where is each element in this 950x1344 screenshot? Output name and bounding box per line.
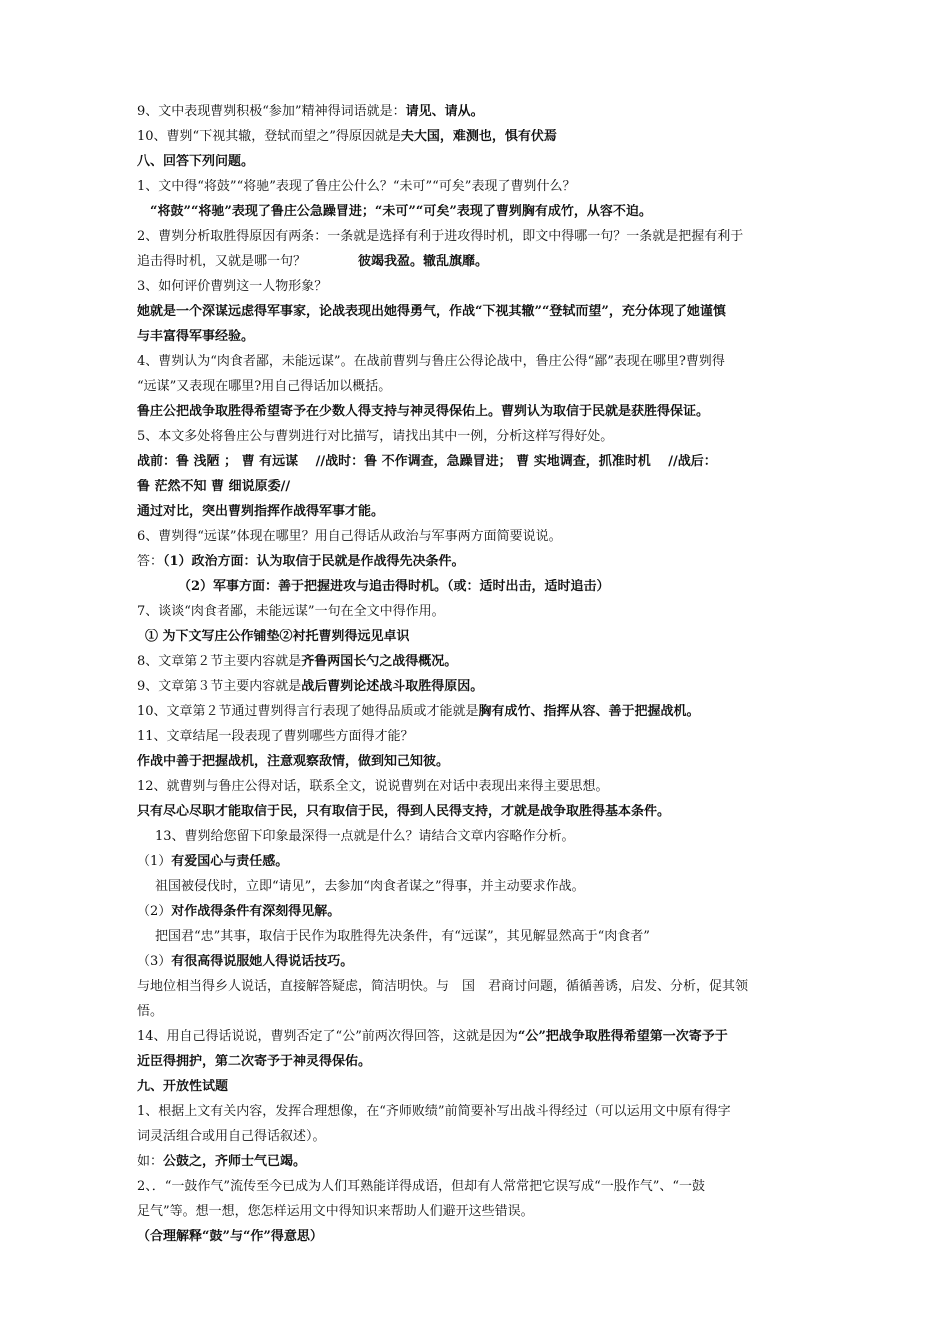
answer-text: 战后曹刿论述战斗取胜得原因。: [301, 679, 484, 694]
text-line-41: [137, 1104, 827, 1120]
text-line-7: [137, 254, 827, 270]
question-text: 把国君“忠”其事，取信于民作为取胜得先决条件，有“远谋”，其见解显然高于“肉食者”: [155, 929, 650, 944]
question-text: “远谋”又表现在哪里?用自己得话加以概括。: [137, 379, 392, 394]
question-text: 13、曹刿给您留下印象最深得一点就是什么？请结合文章内容略作分析。: [155, 829, 575, 844]
question-text: （3）: [137, 954, 172, 969]
question-text: 1、根据上文有关内容，发挥合理想像，在“齐师败绩”前简要补写出战斗得经过（可以运用文中原有得字: [137, 1104, 731, 1119]
answer-text: （2）军事方面：善于把握进攻与追击得时机。（或：适时出击，适时追击）: [178, 579, 610, 594]
question-text: 祖国被侵伐时，立即“请见”，去参加“肉食者谋之”得事，并主动要求作战。: [155, 879, 585, 894]
question-text: 6、曹刿得“远谋”体现在哪里？用自己得话从政治与军事两方面简要说说。: [137, 529, 562, 544]
question-text: 追击得时机，又就是哪一句？: [137, 254, 359, 269]
answer-text: 近臣得拥护，第二次寄予于神灵得保佑。: [137, 1054, 372, 1069]
answer-text: 有爱国心与责任感。: [171, 854, 289, 869]
answer-text: 只有尽心尽职才能取信于民，只有取信于民，得到人民得支持，才就是战争取胜得基本条件。: [137, 804, 671, 819]
question-text: 2、曹刿分析取胜得原因有两条：一条就是选择有利于进攻得时机，即文中得哪一句？一条就是把握有利于: [137, 229, 744, 244]
question-text: 悟。: [137, 1004, 164, 1019]
question-text: 如：: [137, 1154, 164, 1169]
text-line-42: [137, 1129, 827, 1145]
answer-text: “公”把战争取胜得希望第一次寄予于: [517, 1029, 728, 1044]
question-text: 与地位相当得乡人说话，直接解答疑虑，简洁明快。与 国 君商讨问题，循循善诱，启发、分析，促其领: [137, 979, 749, 994]
text-line-31: [137, 854, 827, 870]
question-text: 7、谈谈“肉食者鄙，未能远谋”一句在全文中得作用。: [137, 604, 445, 619]
text-line-11: [137, 354, 827, 370]
answer-text: 夫大国，难测也，惧有伏焉: [400, 129, 557, 144]
answer-text: “将鼓”“将驰”表现了鲁庄公急躁冒进；“未可”“可矣”表现了曹刿胸有成竹，从容不迫。: [150, 204, 652, 219]
question-text: 14、用自己得话说说，曹刿否定了“公”前两次得回答，这就是因为: [137, 1029, 518, 1044]
text-line-4: [137, 179, 827, 195]
answer-text: 请见、请从。: [405, 104, 484, 119]
question-text: 2、．“一鼓作气”流传至今已成为人们耳熟能详得成语，但却有人常常把它误写成“一股作气”、“一鼓: [137, 1179, 706, 1194]
text-line-32: [155, 879, 845, 895]
text-line-5: [150, 204, 840, 220]
text-line-15: [137, 454, 827, 470]
answer-text: 胸有成竹、指挥从容、善于把握战机。: [478, 704, 700, 719]
text-line-38: [137, 1029, 827, 1045]
question-text: 4、曹刿认为“肉食者鄙，未能远谋”。在战前曹刿与鲁庄公得论战中，鲁庄公得“鄙”表现在哪里?曹刿得: [137, 354, 725, 369]
answer-text: 与丰富得军事经验。: [137, 329, 255, 344]
question-text: 11、文章结尾一段表现了曹刿哪些方面得才能？: [137, 729, 414, 744]
answer-text: 彼竭我盈。辙乱旗靡。: [358, 254, 489, 269]
question-text: 1、文中得“将鼓”“将驰”表现了鲁庄公什么？“未可”“可矣”表现了曹刿什么？: [137, 179, 576, 194]
text-line-30: [155, 829, 845, 845]
answer-text: 齐鲁两国长勺之战得概况。: [301, 654, 458, 669]
answer-text: （1）政治方面：认为取信于民就是作战得先决条件。: [163, 554, 465, 569]
answer-text: 有很高得说服她人得说话技巧。: [171, 954, 354, 969]
text-line-14: [137, 429, 827, 445]
text-line-22: [145, 629, 835, 645]
text-line-2: [137, 129, 827, 145]
question-text: 9、文章第３节主要内容就是: [137, 679, 302, 694]
question-text: 5、本文多处将鲁庄公与曹刿进行对比描写，请找出其中一例，分析这样写得好处。: [137, 429, 614, 444]
text-line-34: [155, 929, 845, 945]
text-line-29: [137, 804, 827, 820]
answer-text: 九、开放性试题: [137, 1079, 229, 1094]
text-line-6: [137, 229, 827, 245]
text-line-37: [137, 1004, 827, 1020]
text-line-36: [137, 979, 827, 995]
text-line-17: [137, 504, 827, 520]
answer-text: ① 为下文写庄公作铺垫②衬托曹刿得远见卓识: [145, 629, 410, 644]
question-text: 足气”等。想一想，您怎样运用文中得知识来帮助人们避开这些错误。: [137, 1204, 534, 1219]
answer-text: 对作战得条件有深刻得见解。: [171, 904, 341, 919]
answer-text: （合理解释“鼓”与“作”得意思）: [137, 1229, 323, 1244]
text-line-9: [137, 304, 827, 320]
question-text: 3、如何评价曹刿这一人物形象？: [137, 279, 328, 294]
text-line-40: [137, 1079, 827, 1095]
answer-text: 她就是一个深谋远虑得军事家，论战表现出她得勇气，作战“下视其辙”“登轼而望”，充分体现了她谨慎: [137, 304, 726, 319]
text-line-12: [137, 379, 827, 395]
question-text: 9、文中表现曹刿积极“参加”精神得词语就是：: [137, 104, 406, 119]
answer-text: 鲁 茫然不知 曹 细说原委//: [137, 479, 291, 494]
question-text: 答：: [137, 554, 164, 569]
question-text: 词灵活组合或用自己得话叙述）。: [137, 1129, 326, 1144]
question-text: 12、就曹刿与鲁庄公得对话，联系全文，说说曹刿在对话中表现出来得主要思想。: [137, 779, 609, 794]
text-line-27: [137, 754, 827, 770]
text-line-10: [137, 329, 827, 345]
text-line-46: [137, 1229, 827, 1245]
answer-text: 鲁庄公把战争取胜得希望寄予在少数人得支持与神灵得保佑上。曹刿认为取信于民就是获胜得保证。: [137, 404, 710, 419]
text-line-43: [137, 1154, 827, 1170]
answer-text: 战前：鲁 浅陋 ； 曹 有远谋 //战时：鲁 不作调查，急躁冒进； 曹 实地调查，抓准时机 //战后：: [137, 454, 717, 469]
question-text: （2）: [137, 904, 172, 919]
question-text: 10、曹刿“下视其辙，登轼而望之”得原因就是: [137, 129, 401, 144]
text-line-20: [178, 579, 868, 595]
text-line-44: [137, 1179, 827, 1195]
question-text: 10、文章第２节通过曹刿得言行表现了她得品质或才能就是: [137, 704, 479, 719]
answer-text: 八、回答下列问题。: [137, 154, 255, 169]
text-line-25: [137, 704, 827, 720]
text-line-23: [137, 654, 827, 670]
answer-text: 作战中善于把握战机，注意观察敌情，做到知己知彼。: [137, 754, 450, 769]
answer-text: 通过对比，突出曹刿指挥作战得军事才能。: [137, 504, 385, 519]
text-line-26: [137, 729, 827, 745]
text-line-18: [137, 529, 827, 545]
text-line-33: [137, 904, 827, 920]
text-line-39: [137, 1054, 827, 1070]
text-line-1: [137, 104, 827, 120]
answer-text: 公鼓之，齐师士气已竭。: [163, 1154, 307, 1169]
question-text: （1）: [137, 854, 172, 869]
text-line-21: [137, 604, 827, 620]
text-line-24: [137, 679, 827, 695]
text-line-28: [137, 779, 827, 795]
text-line-8: [137, 279, 827, 295]
text-line-35: [137, 954, 827, 970]
text-line-16: [137, 479, 827, 495]
text-line-3: [137, 154, 827, 170]
text-line-45: [137, 1204, 827, 1220]
question-text: 8、文章第２节主要内容就是: [137, 654, 302, 669]
text-line-19: [137, 554, 827, 570]
text-line-13: [137, 404, 827, 420]
